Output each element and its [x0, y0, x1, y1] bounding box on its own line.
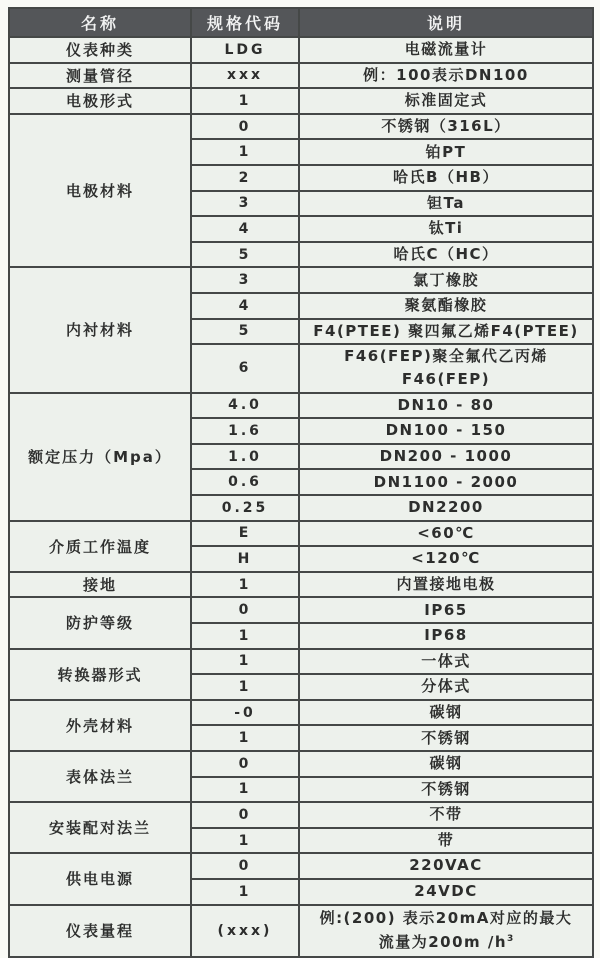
table-row [9, 572, 593, 598]
description-cell: 碳钢 [299, 751, 593, 777]
spec-code-cell: 1 [191, 88, 299, 114]
header-description-column: 说明 [299, 8, 593, 37]
spec-code-cell: 1 [191, 572, 299, 598]
header-name-column: 名称 [9, 8, 191, 37]
spec-code-cell: 0 [191, 751, 299, 777]
description-cell: 钽Ta [299, 191, 593, 217]
spec-code-cell: 3 [191, 267, 299, 293]
description-cell: DN100 - 150 [299, 418, 593, 444]
spec-code-cell: xxx [191, 63, 299, 89]
group-name-cell: 外壳材料 [9, 700, 191, 751]
spec-code-cell: 4 [191, 216, 299, 242]
description-cell: DN2200 [299, 495, 593, 521]
description-cell: 带 [299, 828, 593, 854]
table-row [9, 114, 593, 140]
unit-superscript: 3 [507, 933, 514, 944]
group-name-cell: 仪表种类 [9, 37, 191, 63]
spec-code-cell: H [191, 546, 299, 572]
description-cell: <60℃ [299, 521, 593, 547]
spec-code-cell: 1 [191, 879, 299, 905]
spec-code-cell: 0.6 [191, 469, 299, 495]
spec-code-cell: 1 [191, 777, 299, 803]
table-row [9, 37, 593, 63]
table-row [9, 751, 593, 777]
table-row [9, 700, 593, 726]
group-name-cell: 额定压力（Mpa） [9, 393, 191, 521]
spec-code-cell: 5 [191, 319, 299, 345]
table-row [9, 393, 593, 419]
table-row [9, 521, 593, 547]
description-cell: 24VDC [299, 879, 593, 905]
table-row [9, 63, 593, 89]
description-cell: 电磁流量计 [299, 37, 593, 63]
spec-code-cell: 0.25 [191, 495, 299, 521]
spec-code-cell: 1 [191, 649, 299, 675]
spec-code-cell: LDG [191, 37, 299, 63]
spec-sheet [8, 7, 594, 958]
header-code-column: 规格代码 [191, 8, 299, 37]
header-row [9, 8, 593, 37]
group-name-cell: 内衬材料 [9, 267, 191, 392]
spec-code-cell: 6 [191, 344, 299, 393]
description-cell: 不锈钢 [299, 725, 593, 751]
spec-code-cell: 1 [191, 623, 299, 649]
description-cell: 220VAC [299, 853, 593, 879]
spec-code-cell: (xxx) [191, 905, 299, 957]
spec-code-cell: 0 [191, 802, 299, 828]
group-name-cell: 介质工作温度 [9, 521, 191, 572]
description-cell: 一体式 [299, 649, 593, 675]
description-cell: 不锈钢 [299, 777, 593, 803]
description-cell: 哈氏B（HB） [299, 165, 593, 191]
spec-code-cell: 0 [191, 114, 299, 140]
group-name-cell: 安装配对法兰 [9, 802, 191, 853]
description-cell: DN200 - 1000 [299, 444, 593, 470]
spec-code-cell: E [191, 521, 299, 547]
group-name-cell: 仪表量程 [9, 905, 191, 957]
table-row [9, 802, 593, 828]
table-header [9, 8, 593, 37]
group-name-cell: 电极形式 [9, 88, 191, 114]
spec-code-cell: 1 [191, 139, 299, 165]
spec-code-cell: 0 [191, 597, 299, 623]
spec-code-cell: 1 [191, 674, 299, 700]
group-name-cell: 测量管径 [9, 63, 191, 89]
spec-code-cell: -0 [191, 700, 299, 726]
description-cell: 聚氨酯橡胶 [299, 293, 593, 319]
table-row [9, 597, 593, 623]
group-name-cell: 防护等级 [9, 597, 191, 648]
table-row [9, 267, 593, 293]
description-cell: 不带 [299, 802, 593, 828]
description-cell: DN10 - 80 [299, 393, 593, 419]
spec-code-cell: 1.0 [191, 444, 299, 470]
description-cell: IP65 [299, 597, 593, 623]
spec-code-cell: 4 [191, 293, 299, 319]
group-name-cell: 供电电源 [9, 853, 191, 904]
description-cell: 内置接地电极 [299, 572, 593, 598]
table-row [9, 905, 593, 957]
description-cell: 分体式 [299, 674, 593, 700]
description-cell: 铂PT [299, 139, 593, 165]
description-cell: 钛Ti [299, 216, 593, 242]
spec-code-cell: 1.6 [191, 418, 299, 444]
description-line: 流量为200m /h [378, 932, 508, 951]
spec-table-body [9, 37, 593, 957]
spec-code-cell: 2 [191, 165, 299, 191]
description-cell: 哈氏C（HC） [299, 242, 593, 268]
spec-code-cell: 1 [191, 828, 299, 854]
description-cell: 例：100表示DN100 [299, 63, 593, 89]
description-cell: F4(PTEE) 聚四氟乙烯F4(PTEE) [299, 319, 593, 345]
spec-code-cell: 5 [191, 242, 299, 268]
description-cell: DN1100 - 2000 [299, 469, 593, 495]
description-cell: 氯丁橡胶 [299, 267, 593, 293]
spec-table [8, 7, 594, 958]
description-cell: F46(FEP)聚全氟代乙丙烯F46(FEP) [299, 344, 593, 393]
table-row [9, 88, 593, 114]
group-name-cell: 转换器形式 [9, 649, 191, 700]
spec-code-cell: 0 [191, 853, 299, 879]
description-cell [299, 905, 593, 957]
description-cell: 不锈钢（316L） [299, 114, 593, 140]
description-cell: IP68 [299, 623, 593, 649]
description-line: 例:(200) 表示20mA对应的最大 [319, 909, 573, 928]
description-cell: 碳钢 [299, 700, 593, 726]
group-name-cell: 接地 [9, 572, 191, 598]
spec-code-cell: 4.0 [191, 393, 299, 419]
group-name-cell: 表体法兰 [9, 751, 191, 802]
description-cell: <120℃ [299, 546, 593, 572]
description-cell: 标准固定式 [299, 88, 593, 114]
spec-code-cell: 1 [191, 725, 299, 751]
spec-code-cell: 3 [191, 191, 299, 217]
table-row [9, 649, 593, 675]
group-name-cell: 电极材料 [9, 114, 191, 268]
table-row [9, 853, 593, 879]
